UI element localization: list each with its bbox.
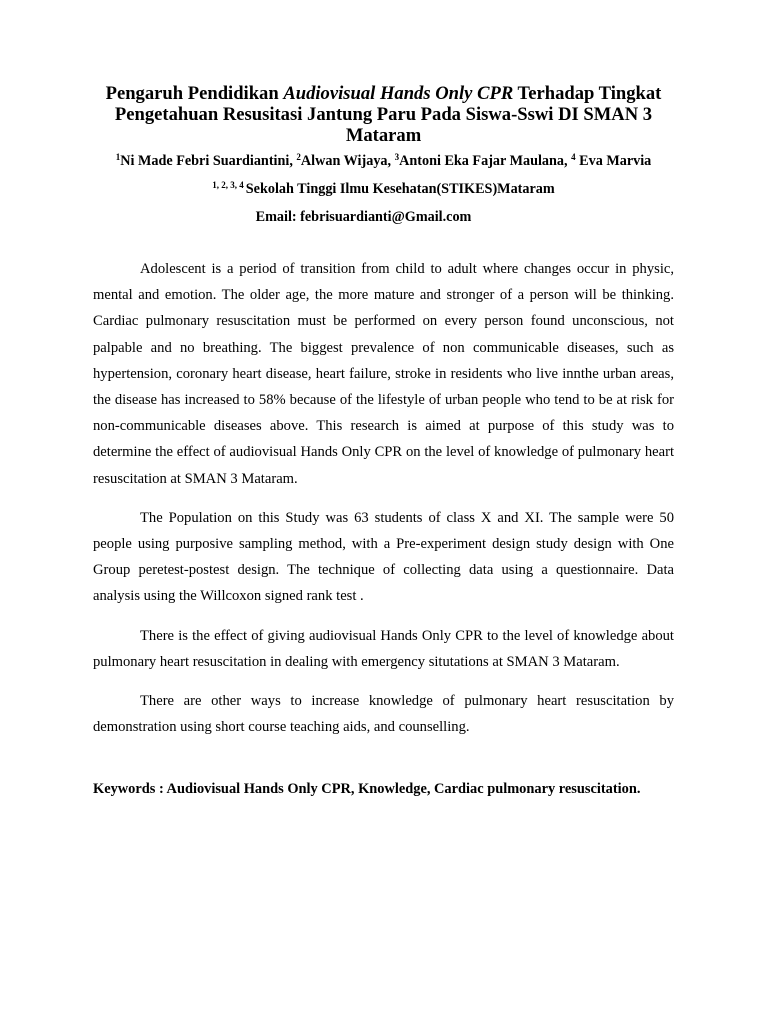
- paper-title: [93, 83, 674, 146]
- affiliation: [93, 180, 674, 198]
- title-part-1: Pengaruh Pendidikan: [105, 83, 284, 104]
- author-2-marker: 2: [296, 152, 301, 162]
- title-italic: Audiovisual Hands Only CPR: [283, 83, 514, 104]
- author-1-marker: 1: [115, 152, 121, 162]
- abstract-paragraph-method: The Population on this Study was 63 students of class X and XI. The sample were 50 people using purposive sampling method, with a Pre-experiment design study design with One Group peretest-postest design. The technique of collecting data using a questionnaire. Data analysis using the Willcoxon signed rank test .: [93, 509, 674, 605]
- affiliation-markers: 1, 2, 3, 4: [212, 180, 244, 190]
- author-4-name: Eva Marvia: [575, 153, 652, 169]
- author-list: [93, 152, 674, 170]
- abstract-paragraph-background: Adolescent is a period of transition from child to adult where changes occur in physic, mental and emotion. The older age, the more mature and stronger of a person will be thinking. Cardiac pulmonary resuscitation must be performed on every person found unconscious, not palpable and no breathing. The biggest prevalence of non communicable diseases, such as hypertension, coronary heart disease, heart failure, stroke in residents who live innthe urban areas, the disease has increased to 58% because of the lifestyle of urban people who tend to be at risk for non-communicable diseases above. This research is aimed at purpose of this study was to determine the effect of audiovisual Hands Only CPR on the level of knowledge of pulmonary heart resuscitation at SMAN 3 Mataram.: [93, 261, 674, 487]
- title-part-2: Terhadap Tingkat Pengetahuan Resusitasi Jantung Paru Pada Siswa-Sswi DI SMAN 3 Mataram: [114, 83, 662, 146]
- author-2-name: Alwan Wijaya,: [300, 153, 395, 169]
- abstract-paragraph-result: There is the effect of giving audiovisual Hands Only CPR to the level of knowledge about pulmonary heart resuscitation in dealing with emergency situtations at SMAN 3 Mataram.: [93, 627, 674, 670]
- abstract-paragraph-suggestion: There are other ways to increase knowledge of pulmonary heart resuscitation by demonstration using short course teaching aids, and counselling.: [93, 693, 674, 736]
- keywords-line: Keywords : Audiovisual Hands Only CPR, Knowledge, Cardiac pulmonary resuscitation.: [93, 781, 641, 798]
- author-3-name: Antoni Eka Fajar Maulana,: [399, 153, 572, 169]
- abstract-body: [93, 256, 674, 740]
- author-3-marker: 3: [394, 152, 400, 162]
- affiliation-name: Sekolah Tinggi Ilmu Kesehatan(STIKES)Mataram: [245, 181, 555, 197]
- author-1-name: Ni Made Febri Suardiantini,: [120, 153, 297, 169]
- author-4-marker: 4: [571, 152, 576, 162]
- contact-email: Email: febrisuardianti@Gmail.com: [255, 209, 472, 225]
